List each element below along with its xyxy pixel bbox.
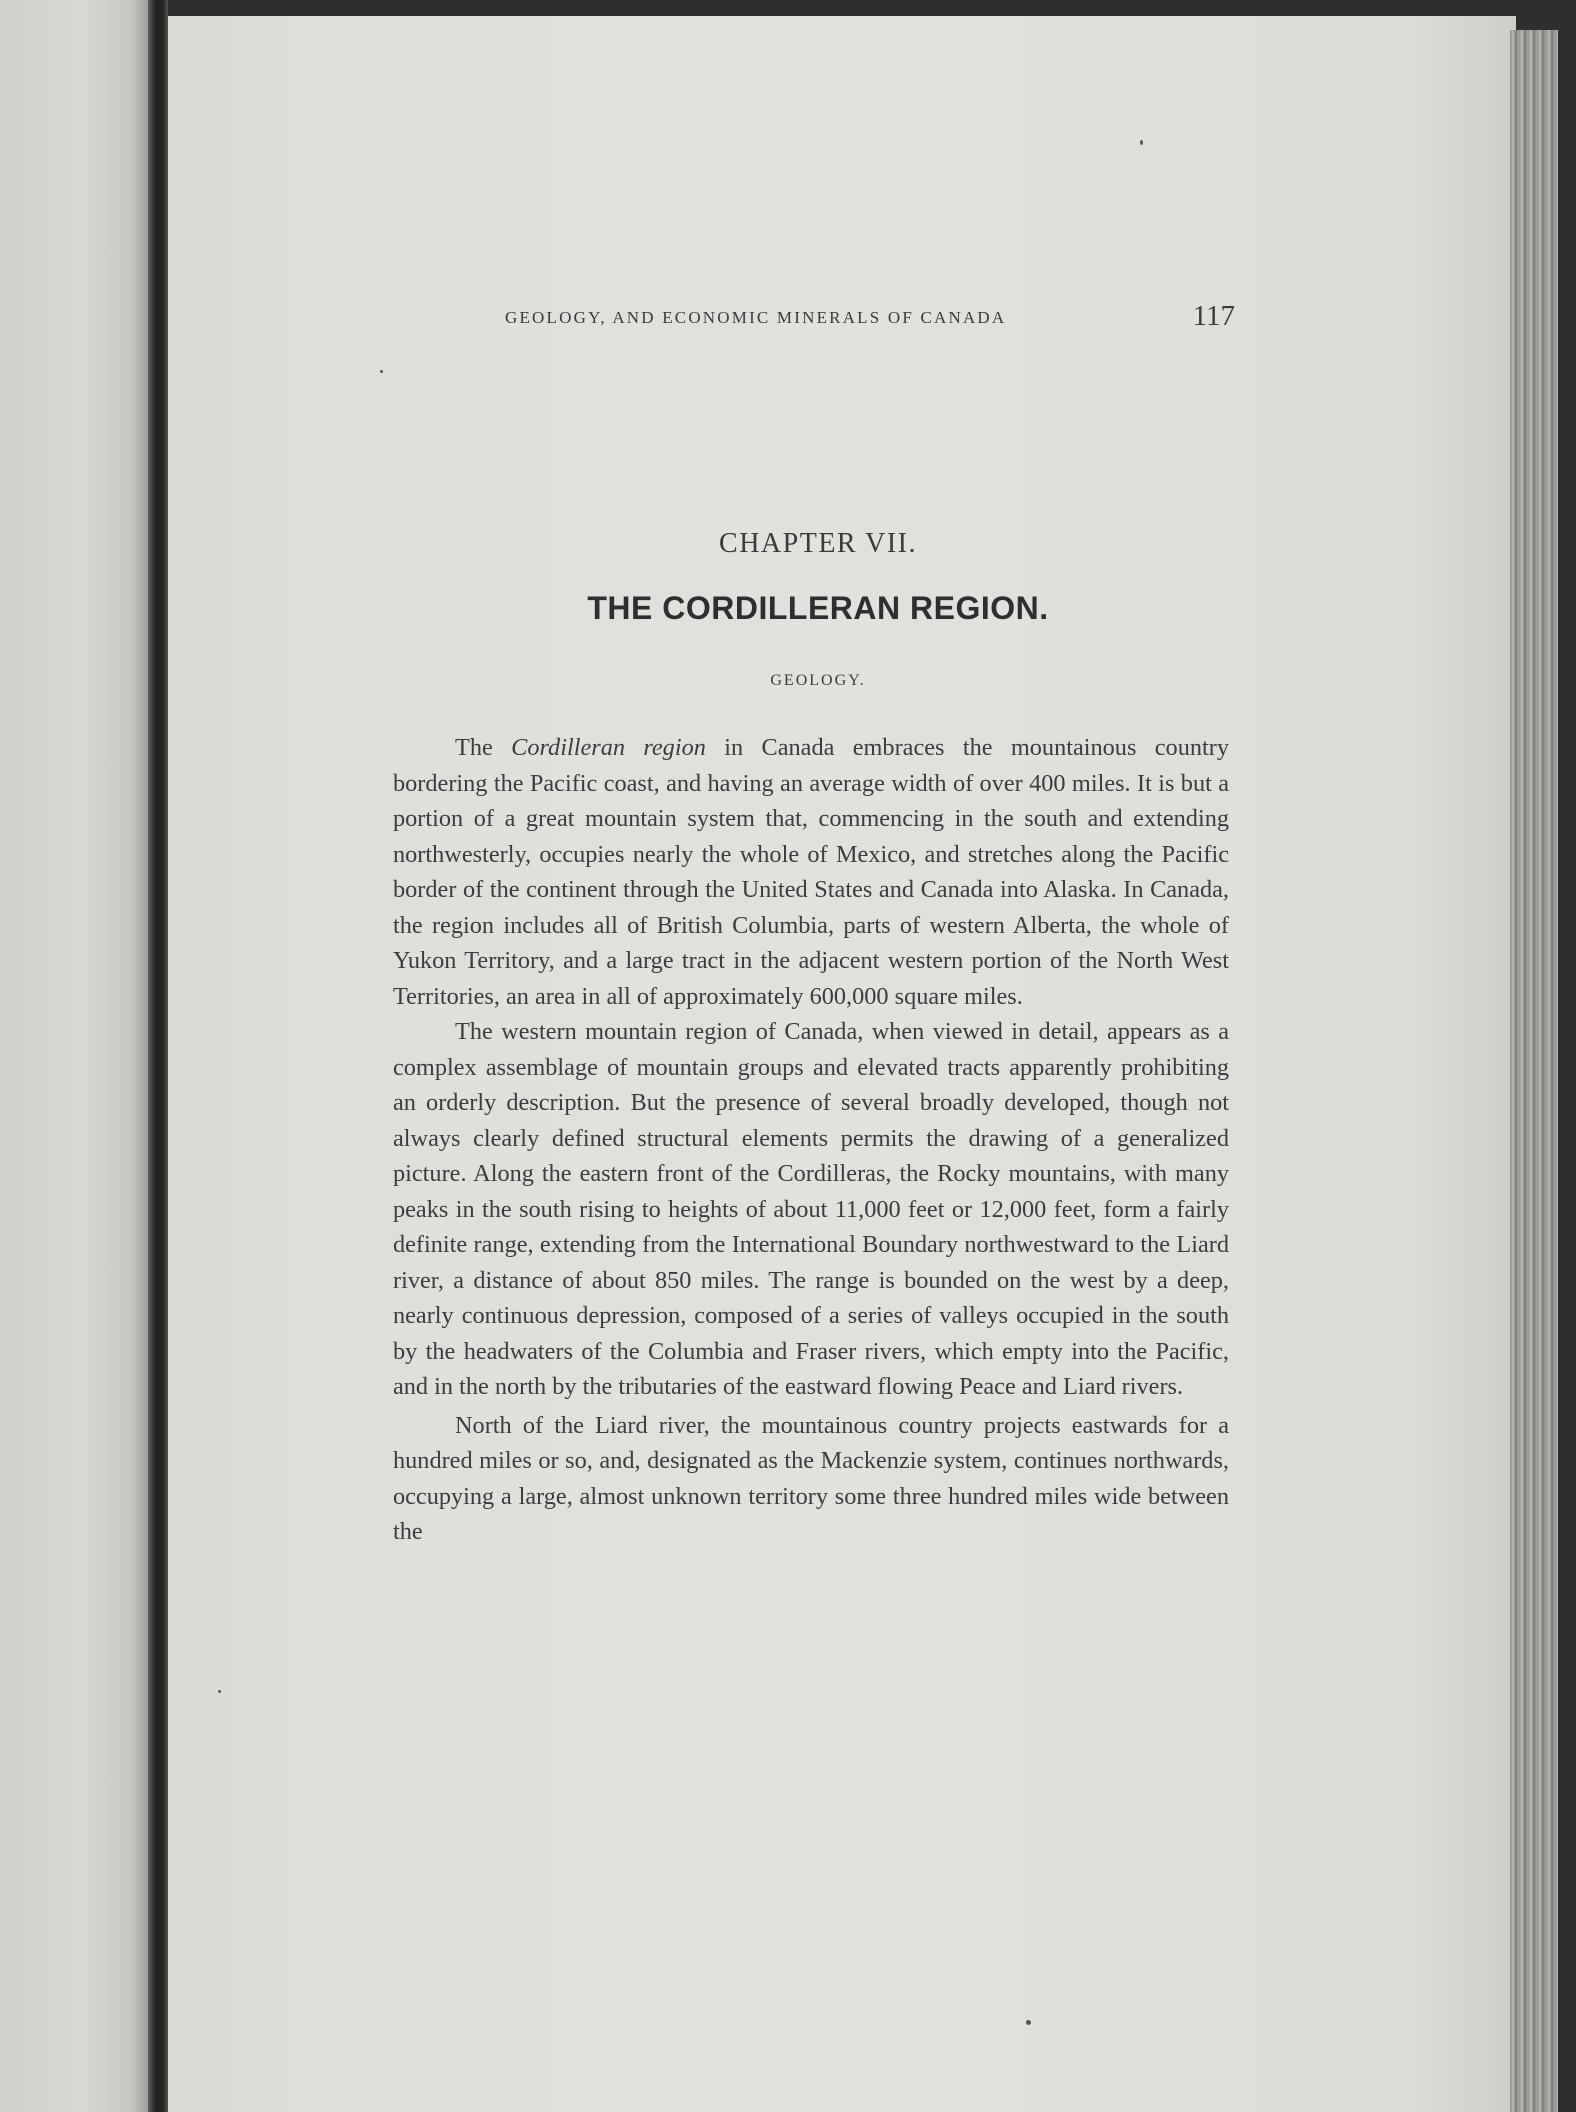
facing-page-edge: [0, 0, 150, 2112]
paragraph: North of the Liard river, the mountainous country projects eastwards for a hundred miles or so, and, designated as the Mackenzie system, continues northwards, occupying a large, almost unknown territory some three hundred miles wide between the: [393, 1411, 1229, 1545]
running-head: [505, 300, 1235, 340]
emphasized-term: Cordilleran region: [511, 734, 706, 761]
running-head-title: GEOLOGY, AND ECONOMIC MINERALS OF CANADA: [505, 308, 1007, 327]
section-heading: GEOLOGY.: [770, 672, 866, 689]
dust-speck: [1140, 140, 1143, 145]
body-text: [393, 730, 1229, 1550]
chapter-title: THE CORDILLERAN REGION.: [587, 590, 1049, 626]
chapter-number: CHAPTER VII.: [719, 528, 917, 559]
page-stack-edges: [1510, 30, 1576, 2112]
dust-speck: [1026, 2020, 1031, 2025]
dust-speck: [380, 370, 383, 373]
dust-speck: [218, 1690, 221, 1693]
page-number: 117: [1192, 300, 1235, 332]
book-gutter: [148, 0, 170, 2112]
paragraph: The western mountain region of Canada, when viewed in detail, appears as a complex assemblage of mountain groups and elevated tracts apparently prohibiting an orderly description. But the presence of several broadly developed, though not always clearly defined structural elements permits the drawing of a generalized picture. Along the eastern front of the Cordilleras, the Rocky mountains, with many peaks in the south rising to heights of about 11,000 feet or 12,000 feet, form a fairly definite range, extending from the International Boundary northwestward to the Liard river, a distance of about 850 miles. The range is bounded on the west by a deep, nearly continuous depression, composed of a series of valleys occupied in the south by the headwaters of the Columbia and Fraser rivers, which empty into the Pacific, and in the north by the tributaries of the eastward flowing Peace and Liard rivers.: [393, 1018, 1229, 1400]
paragraph: The Cordilleran region in Canada embraces the mountainous country bordering the Pacific coast, and having an average width of over 400 miles. It is but a portion of a great mountain system that, commencing in the south and extending northwesterly, occupies nearly the whole of Mexico, and stretches along the Pacific border of the continent through the United States and Canada into Alaska. In Canada, the region includes all of British Columbia, parts of western Alberta, the whole of Yukon Territory, and a large tract in the adjacent western portion of the North West Territories, an area in all of approximately 600,000 square miles.: [393, 734, 1229, 1010]
